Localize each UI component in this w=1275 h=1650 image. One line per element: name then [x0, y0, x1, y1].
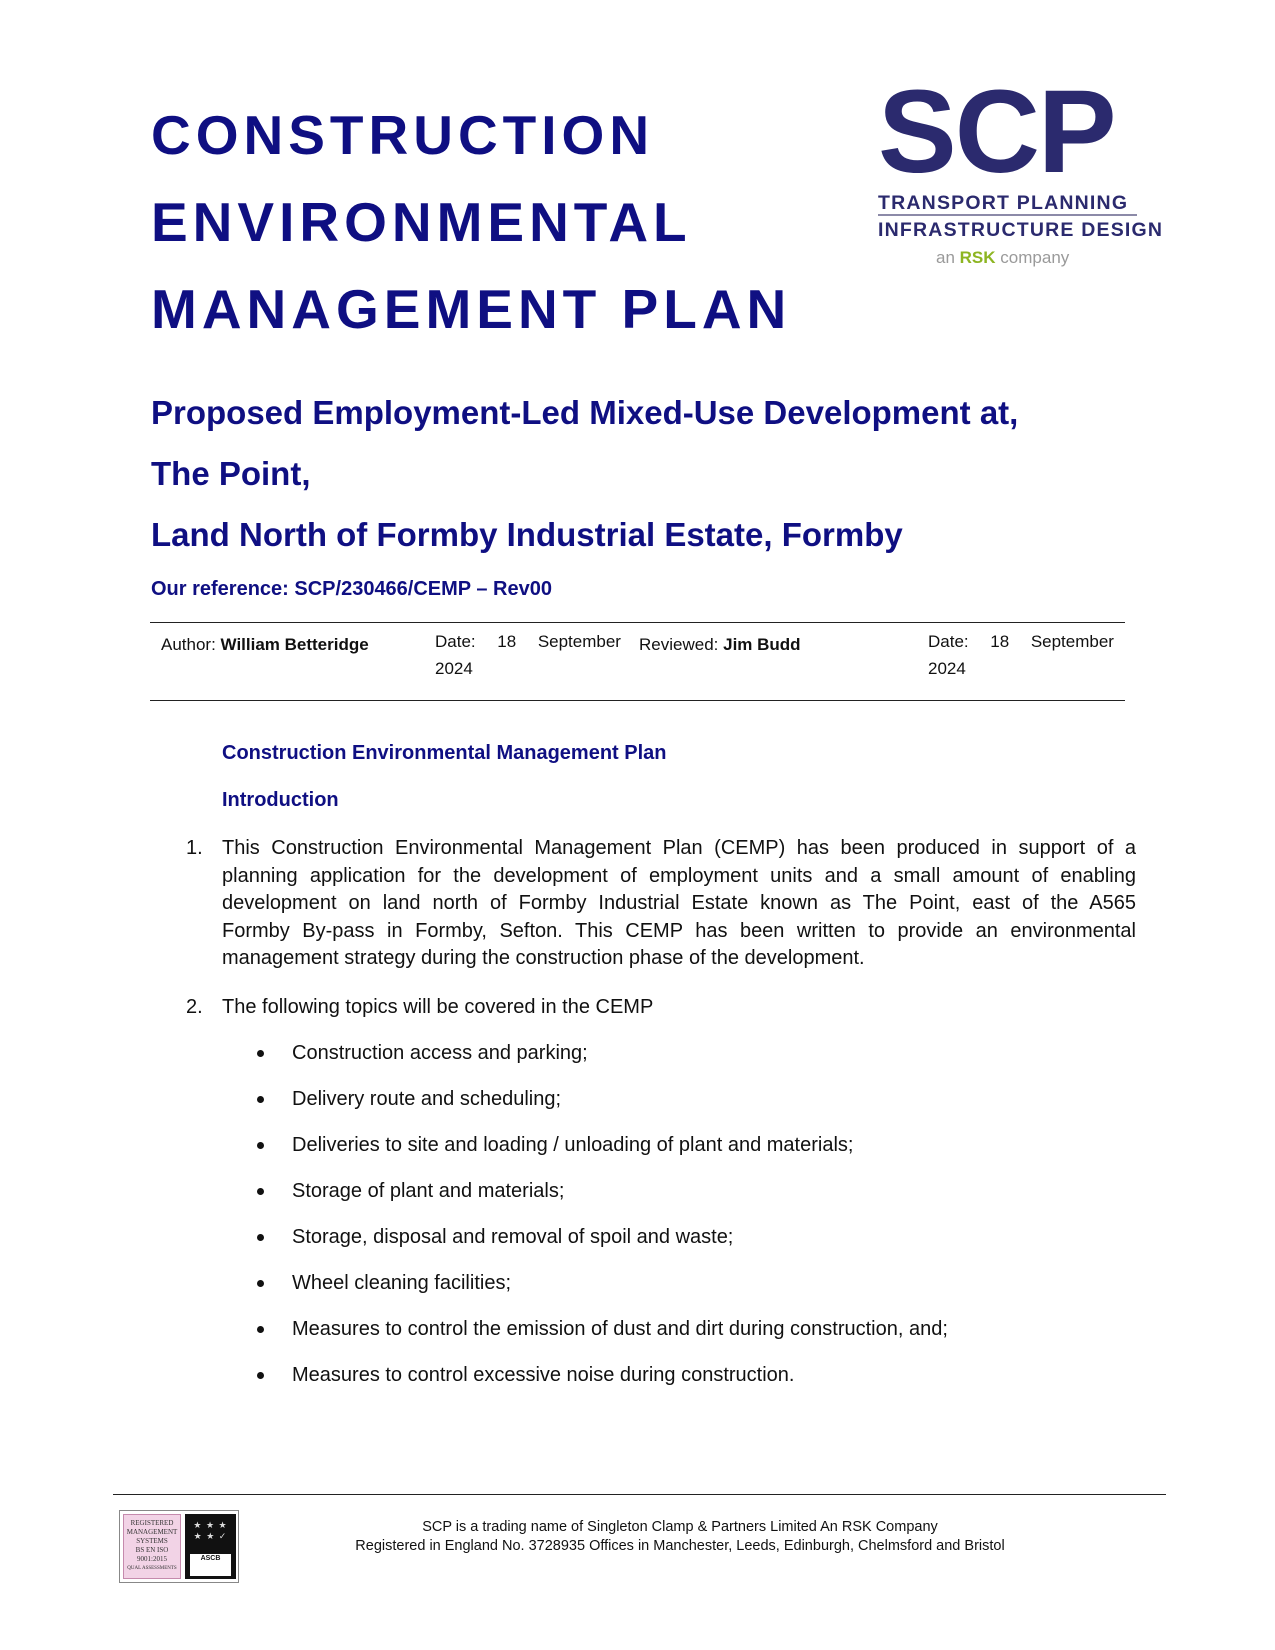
paragraph-text: This Construction Environmental Management Plan (CEMP) has been produced in support of a planning application for the development of employment units and a small amount of enabling development on land north of Formby Industrial Estate known as The Point, east of the A565 Formby By-pass in Formby, Sefton. This CEMP has been written to provide an environmental management strategy during the construction phase of the development. — [222, 837, 1136, 969]
topics-list — [257, 1040, 948, 1408]
footer-line-2: Registered in England No. 3728935 Offices in Manchester, Leeds, Edinburgh, Chelmsford and Bristol — [355, 1538, 1005, 1554]
ascb-accreditation-icon: ★ ★ ★ ★ ★ ✓ ASCB — [185, 1514, 236, 1579]
logo-tagline-1: TRANSPORT PLANNING — [878, 192, 1129, 214]
logo-company-note: an RSK company — [936, 248, 1070, 267]
list-item: Measures to control the emission of dust and dirt during construction, and; — [257, 1316, 948, 1362]
paragraph-number: 2. — [186, 996, 203, 1018]
list-item: Construction access and parking; — [257, 1040, 948, 1086]
logo-brand: SCP — [878, 66, 1115, 198]
logo-tagline-2: INFRASTRUCTURE DESIGN — [878, 219, 1164, 241]
footer-divider — [113, 1494, 1166, 1495]
bullet-icon — [257, 1280, 264, 1287]
reviewer-name: Jim Budd — [723, 635, 801, 654]
document-title — [151, 92, 791, 353]
review-date: Date: 18 September 2024 — [928, 632, 1114, 678]
certification-badges — [119, 1510, 239, 1583]
title-line: ENVIRONMENTAL — [151, 191, 692, 253]
paragraph-text: The following topics will be covered in the CEMP — [222, 996, 654, 1018]
bullet-icon — [257, 1326, 264, 1333]
footer-line-1: SCP is a trading name of Singleton Clamp & Partners Limited An RSK Company — [422, 1519, 938, 1535]
iso-certification-icon: REGISTERED MANAGEMENT SYSTEMS BS EN ISO 9001:2015 QUAL ASSESSMENTS — [123, 1514, 181, 1579]
meta-top-divider — [150, 622, 1125, 623]
author-date: Date: 18 September 2024 — [435, 632, 621, 678]
project-subtitle — [151, 382, 1018, 565]
list-item: Wheel cleaning facilities; — [257, 1270, 948, 1316]
subtitle-line: Land North of Formby Industrial Estate, Formby — [151, 516, 903, 553]
title-line: CONSTRUCTION — [151, 104, 655, 166]
author-field: Author: William Betteridge — [161, 635, 369, 654]
meta-bottom-divider — [150, 700, 1125, 701]
document-reference: Our reference: SCP/230466/CEMP – Rev00 — [151, 578, 552, 600]
list-item: Deliveries to site and loading / unloading of plant and materials; — [257, 1132, 948, 1178]
author-name: William Betteridge — [220, 635, 369, 654]
subtitle-line: The Point, — [151, 455, 311, 492]
intro-heading: Introduction — [222, 789, 339, 811]
list-item: Measures to control excessive noise during construction. — [257, 1362, 948, 1408]
bullet-icon — [257, 1142, 264, 1149]
section-heading: Construction Environmental Management Plan — [222, 742, 667, 764]
scp-logo — [878, 66, 1164, 280]
paragraph-number: 1. — [186, 837, 203, 859]
list-item: Storage of plant and materials; — [257, 1178, 948, 1224]
bullet-icon — [257, 1372, 264, 1379]
bullet-icon — [257, 1050, 264, 1057]
bullet-icon — [257, 1188, 264, 1195]
footer-text — [320, 1518, 1040, 1556]
bullet-icon — [257, 1096, 264, 1103]
list-item: Delivery route and scheduling; — [257, 1086, 948, 1132]
paragraph-1 — [186, 835, 1136, 973]
reviewer-field: Reviewed: Jim Budd — [639, 635, 801, 654]
subtitle-line: Proposed Employment-Led Mixed-Use Development at, — [151, 394, 1019, 431]
list-item: Storage, disposal and removal of spoil and waste; — [257, 1224, 948, 1270]
title-line: MANAGEMENT PLAN — [151, 278, 792, 340]
bullet-icon — [257, 1234, 264, 1241]
logo-divider — [878, 214, 1137, 216]
paragraph-2 — [186, 994, 1136, 1022]
